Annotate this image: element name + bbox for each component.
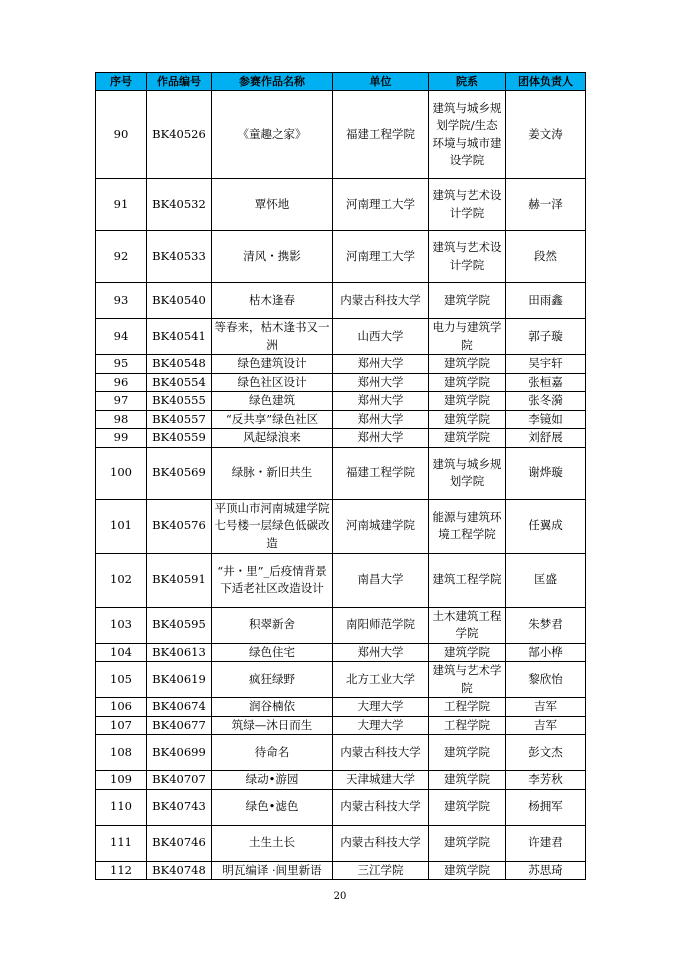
cell-work-title: 绿色社区设计 <box>212 373 333 392</box>
cell-team-leader: 姜文涛 <box>506 91 586 179</box>
cell-organization: 福建工程学院 <box>333 447 429 499</box>
table-row <box>96 231 586 283</box>
cell-department: 土木建筑工程学院 <box>429 607 506 643</box>
cell-work-title: “井・里”_后疫情背景下适老社区改造设计 <box>212 553 333 607</box>
cell-work-title: 筑绿—沐日而生 <box>212 716 333 735</box>
cell-work-title: 明瓦编译 ·闾里新语 <box>212 861 333 880</box>
cell-organization: 南阳师范学院 <box>333 607 429 643</box>
cell-work-title: 绿脉・新旧共生 <box>212 447 333 499</box>
cell-work-id: BK40541 <box>147 319 212 355</box>
cell-index: 104 <box>96 643 147 662</box>
cell-index: 102 <box>96 553 147 607</box>
cell-team-leader: 吉军 <box>506 716 586 735</box>
cell-organization: 大理大学 <box>333 716 429 735</box>
cell-work-title: 等春来，枯木逢书又一洲 <box>212 319 333 355</box>
cell-department: 建筑学院 <box>429 771 506 790</box>
cell-organization: 郑州大学 <box>333 643 429 662</box>
cell-work-id: BK40674 <box>147 698 212 717</box>
cell-department: 建筑与艺术学院 <box>429 662 506 698</box>
cell-work-title: 绿色建筑设计 <box>212 355 333 374</box>
cell-organization: 郑州大学 <box>333 373 429 392</box>
table-row <box>96 392 586 411</box>
cell-department: 建筑学院 <box>429 410 506 429</box>
cell-organization: 河南理工大学 <box>333 179 429 231</box>
table-row <box>96 91 586 179</box>
cell-department: 建筑学院 <box>429 643 506 662</box>
cell-index: 106 <box>96 698 147 717</box>
header-team-leader: 团体负责人 <box>506 73 586 91</box>
cell-work-id: BK40557 <box>147 410 212 429</box>
cell-organization: 三江学院 <box>333 861 429 880</box>
cell-index: 95 <box>96 355 147 374</box>
cell-index: 96 <box>96 373 147 392</box>
cell-organization: 内蒙古科技大学 <box>333 283 429 319</box>
cell-work-title: 覃怀地 <box>212 179 333 231</box>
table-row <box>96 410 586 429</box>
table-row <box>96 607 586 643</box>
cell-index: 111 <box>96 825 147 861</box>
cell-index: 103 <box>96 607 147 643</box>
cell-department: 建筑学院 <box>429 789 506 825</box>
cell-work-title: 土生土长 <box>212 825 333 861</box>
cell-organization: 北方工业大学 <box>333 662 429 698</box>
cell-work-id: BK40707 <box>147 771 212 790</box>
cell-work-title: 风起绿浪来 <box>212 429 333 448</box>
cell-work-id: BK40699 <box>147 735 212 771</box>
table-row <box>96 735 586 771</box>
table-row <box>96 643 586 662</box>
cell-work-title: 绿色建筑 <box>212 392 333 411</box>
table-row <box>96 825 586 861</box>
cell-organization: 南昌大学 <box>333 553 429 607</box>
cell-work-id: BK40613 <box>147 643 212 662</box>
cell-index: 112 <box>96 861 147 880</box>
cell-team-leader: 吴宇轩 <box>506 355 586 374</box>
cell-organization: 河南理工大学 <box>333 231 429 283</box>
table-row <box>96 662 586 698</box>
cell-organization: 郑州大学 <box>333 410 429 429</box>
cell-organization: 天津城建大学 <box>333 771 429 790</box>
table-row <box>96 698 586 717</box>
cell-index: 93 <box>96 283 147 319</box>
cell-organization: 山西大学 <box>333 319 429 355</box>
table-row <box>96 355 586 374</box>
header-index: 序号 <box>96 73 147 91</box>
table-row <box>96 789 586 825</box>
cell-work-id: BK40619 <box>147 662 212 698</box>
cell-department: 建筑与艺术设计学院 <box>429 231 506 283</box>
cell-department: 能源与建筑环境工程学院 <box>429 499 506 553</box>
cell-index: 107 <box>96 716 147 735</box>
cell-work-id: BK40559 <box>147 429 212 448</box>
cell-department: 建筑与城乡规划学院 <box>429 447 506 499</box>
cell-team-leader: 刘舒展 <box>506 429 586 448</box>
cell-work-id: BK40677 <box>147 716 212 735</box>
cell-department: 建筑与城乡规划学院/生态环境与城市建设学院 <box>429 91 506 179</box>
cell-team-leader: 吉军 <box>506 698 586 717</box>
cell-department: 工程学院 <box>429 716 506 735</box>
cell-team-leader: 李镜如 <box>506 410 586 429</box>
cell-department: 建筑学院 <box>429 861 506 880</box>
header-department: 院系 <box>429 73 506 91</box>
cell-team-leader: 许建君 <box>506 825 586 861</box>
cell-work-id: BK40555 <box>147 392 212 411</box>
cell-index: 91 <box>96 179 147 231</box>
cell-work-id: BK40548 <box>147 355 212 374</box>
table-row <box>96 553 586 607</box>
cell-team-leader: 彭文杰 <box>506 735 586 771</box>
cell-work-title: “反共享”绿色社区 <box>212 410 333 429</box>
cell-department: 建筑学院 <box>429 373 506 392</box>
cell-department: 建筑学院 <box>429 735 506 771</box>
cell-index: 101 <box>96 499 147 553</box>
cell-work-id: BK40554 <box>147 373 212 392</box>
table-row <box>96 179 586 231</box>
cell-work-title: 绿色住宅 <box>212 643 333 662</box>
cell-team-leader: 任翼成 <box>506 499 586 553</box>
cell-team-leader: 匡盛 <box>506 553 586 607</box>
cell-work-id: BK40532 <box>147 179 212 231</box>
table-row <box>96 429 586 448</box>
cell-team-leader: 黎欣怡 <box>506 662 586 698</box>
cell-organization: 福建工程学院 <box>333 91 429 179</box>
cell-department: 建筑学院 <box>429 825 506 861</box>
cell-work-id: BK40748 <box>147 861 212 880</box>
cell-index: 109 <box>96 771 147 790</box>
cell-team-leader: 郭子璇 <box>506 319 586 355</box>
cell-team-leader: 杨拥军 <box>506 789 586 825</box>
cell-index: 99 <box>96 429 147 448</box>
cell-department: 建筑工程学院 <box>429 553 506 607</box>
cell-work-id: BK40533 <box>147 231 212 283</box>
cell-work-title: 绿色•滤色 <box>212 789 333 825</box>
cell-work-title: 绿动•游园 <box>212 771 333 790</box>
cell-index: 94 <box>96 319 147 355</box>
header-row <box>96 73 586 91</box>
table-row <box>96 447 586 499</box>
cell-team-leader: 张桓嘉 <box>506 373 586 392</box>
cell-index: 105 <box>96 662 147 698</box>
cell-work-title: 枯木逢春 <box>212 283 333 319</box>
cell-index: 100 <box>96 447 147 499</box>
cell-index: 98 <box>96 410 147 429</box>
cell-work-id: BK40595 <box>147 607 212 643</box>
cell-work-id: BK40743 <box>147 789 212 825</box>
table-row <box>96 319 586 355</box>
cell-work-title: 平顶山市河南城建学院七号楼一层绿色低碳改造 <box>212 499 333 553</box>
cell-team-leader: 赫一泽 <box>506 179 586 231</box>
cell-organization: 郑州大学 <box>333 392 429 411</box>
cell-department: 电力与建筑学院 <box>429 319 506 355</box>
cell-team-leader: 朱梦君 <box>506 607 586 643</box>
cell-department: 建筑学院 <box>429 392 506 411</box>
cell-organization: 郑州大学 <box>333 355 429 374</box>
cell-work-id: BK40591 <box>147 553 212 607</box>
cell-organization: 大理大学 <box>333 698 429 717</box>
header-organization: 单位 <box>333 73 429 91</box>
cell-team-leader: 苏思琦 <box>506 861 586 880</box>
cell-organization: 郑州大学 <box>333 429 429 448</box>
table-row <box>96 716 586 735</box>
cell-work-title: 《童趣之家》 <box>212 91 333 179</box>
cell-organization: 河南城建学院 <box>333 499 429 553</box>
cell-index: 90 <box>96 91 147 179</box>
cell-work-title: 润谷楠依 <box>212 698 333 717</box>
cell-work-title: 待命名 <box>212 735 333 771</box>
cell-work-id: BK40576 <box>147 499 212 553</box>
cell-team-leader: 段然 <box>506 231 586 283</box>
cell-work-title: 疯狂绿野 <box>212 662 333 698</box>
award-table <box>95 72 586 880</box>
cell-work-id: BK40569 <box>147 447 212 499</box>
cell-index: 97 <box>96 392 147 411</box>
header-work-title: 参赛作品名称 <box>212 73 333 91</box>
cell-department: 建筑学院 <box>429 283 506 319</box>
cell-department: 建筑学院 <box>429 429 506 448</box>
cell-department: 建筑学院 <box>429 355 506 374</box>
cell-team-leader: 田雨鑫 <box>506 283 586 319</box>
table-row <box>96 283 586 319</box>
cell-team-leader: 谢烨璇 <box>506 447 586 499</box>
table-row <box>96 771 586 790</box>
cell-work-title: 清风・携影 <box>212 231 333 283</box>
cell-work-id: BK40746 <box>147 825 212 861</box>
cell-index: 92 <box>96 231 147 283</box>
cell-organization: 内蒙古科技大学 <box>333 825 429 861</box>
cell-work-title: 积翠新舍 <box>212 607 333 643</box>
cell-index: 110 <box>96 789 147 825</box>
table-row <box>96 861 586 880</box>
cell-organization: 内蒙古科技大学 <box>333 735 429 771</box>
cell-department: 建筑与艺术设计学院 <box>429 179 506 231</box>
cell-team-leader: 李芳秋 <box>506 771 586 790</box>
cell-team-leader: 张冬漪 <box>506 392 586 411</box>
cell-work-id: BK40540 <box>147 283 212 319</box>
cell-work-id: BK40526 <box>147 91 212 179</box>
cell-team-leader: 郜小桦 <box>506 643 586 662</box>
cell-organization: 内蒙古科技大学 <box>333 789 429 825</box>
table-row <box>96 373 586 392</box>
page-number: 20 <box>333 891 347 902</box>
cell-department: 工程学院 <box>429 698 506 717</box>
cell-index: 108 <box>96 735 147 771</box>
header-work-id: 作品编号 <box>147 73 212 91</box>
table-row <box>96 499 586 553</box>
